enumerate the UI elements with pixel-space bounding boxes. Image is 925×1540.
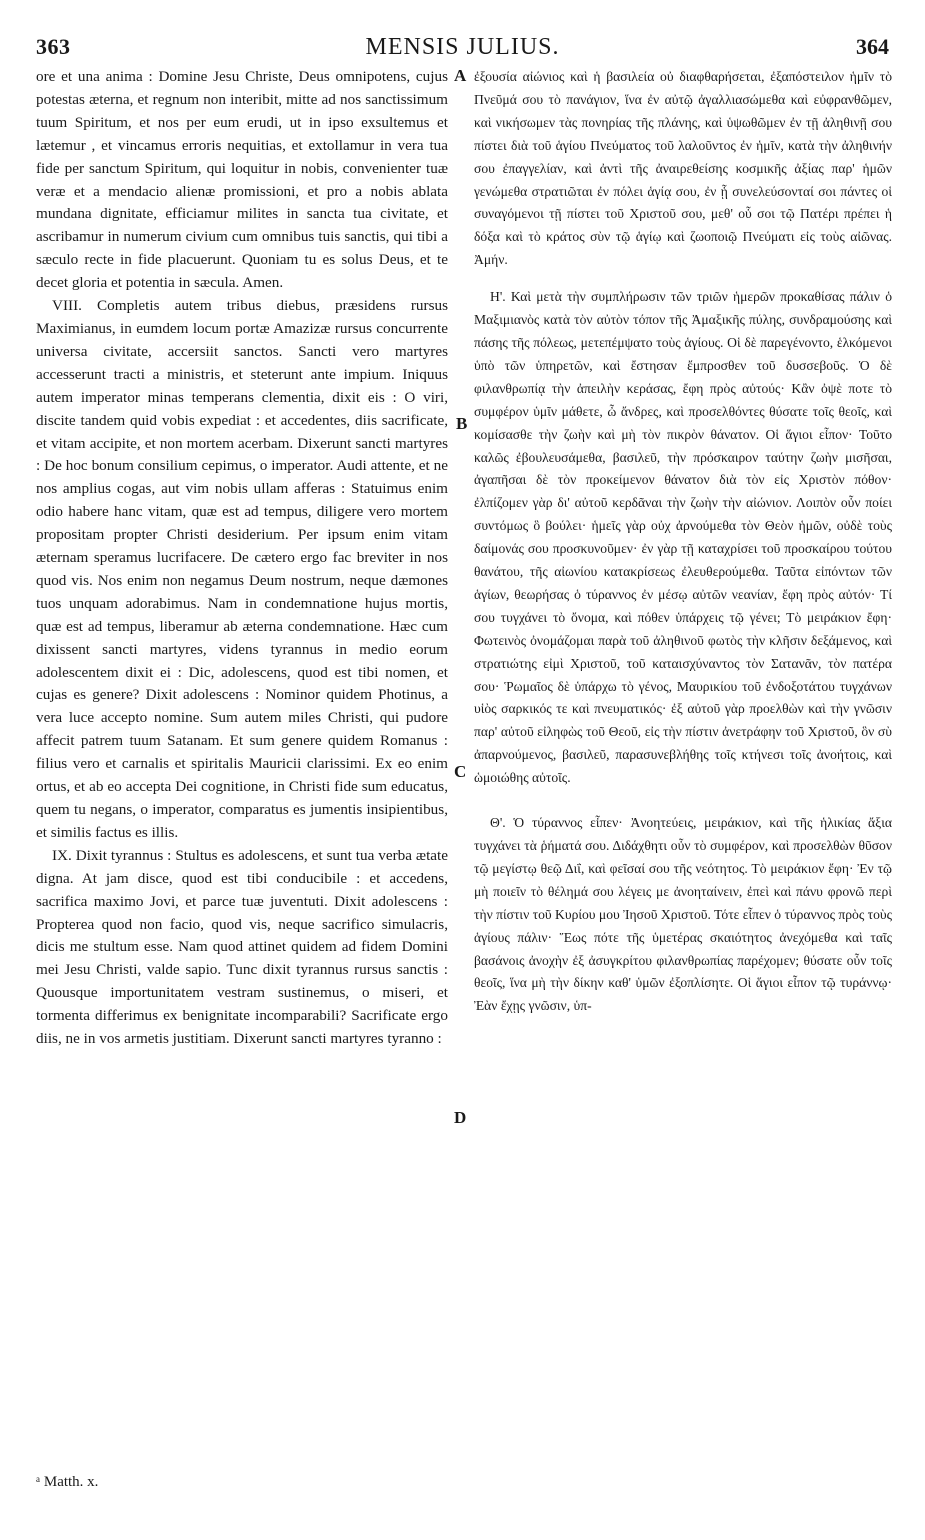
left-page-number: 363 (36, 34, 71, 59)
latin-paragraph-2: VIII. Completis autem tribus diebus, præsidens rursus Maximianus, in eumdem locum portæ Amazizæ rursus concurrente universa civitate, accersiit sanctos. Sancti vero martyres accesserunt tracti a ministris, et steterunt ante impium. Iniquus autem imperator minas temperans clementia, dixit eis : O viri, discite tandem quid vobis expediat : et accedentes, diis sacrificate, et vitam accipite, et non mortem acerbam. Dixerunt sancti martyres : De hoc bonum consilium cepimus, o imperator. Audi attente, et ne nos amplius cogas, aut vim nobis ullam afferas : Statuimus enim odio habere hanc vitam, quæ est ad tempus, diligere vero mortem propositam propter Christi desiderium. Per ipsum enim vitam æternam speramus lucrifacere. De cætero ergo fac breviter in nos quod vis. Nos enim non negamus Deum nostrum, neque dæmones tuos unquam adorabimus. Nam in condemnatione hujus mortis, quæ est ad tempus, liberamur ab æterna condemnatione. Hæc cum dixissent sancti martyres, videns tyrannus in medio eorum adolescentem dixit ei : Dic, adolescens, quod est tibi nomen, et cujas es genere? Dixit adolescens : Nominor quidem Photinus, a vera luce accepto nomine. Sum autem miles Christi, qui pudore affecit patrem tuum Satanam. Et sum genere quidem Romanus : filius vero et carnalis et spiritalis Mauricii clarissimi. Ex eo enim ortus, et ab eo accepta Dei cognitione, in Christi fide sum educatus, quem tu negans, o imperator, comparatus es jumentis insipientibus, et similis factus es illis. (36, 297, 448, 841)
running-title: MENSIS JULIUS. (365, 34, 560, 60)
margin-marker-b: B (456, 414, 468, 433)
footnote: ᵃ Matth. x. (36, 1474, 99, 1490)
margin-marker-d: D (454, 1108, 467, 1127)
greek-column (474, 66, 892, 1018)
greek-paragraph-3: Θ'. Ὁ τύραννος εἶπεν· Ἀνοητεύεις, μειράκιον, καὶ τῆς ἡλικίας ἄξια τυγχάνει τὰ ῥήματά σου. Διδάχθητι οὖν τὸ συμφέρον, καὶ προσελθὼν θῦσον τῷ μεγίστῳ θεῷ Διΐ, καὶ φεῖσαί σου τῆς νεότητος. Τὸ μειράκιον ἔφη· Ἐν τῷ μὴ ποιεῖν τὸ θέλημά σου λέγεις με ἀνοηταίνειν, ἐπεὶ καὶ πάνυ φρονῶ περὶ τὴν πίστιν τοῦ Κυρίου μου Ἰησοῦ Χριστοῦ. Τότε εἶπεν ὁ τύραννος πρὸς τοὺς ἁγίους πάλιν· Ἕως πότε τῆς ὑμετέρας σκαιότητος ἀνεχόμεθα καὶ ταῖς βασάνοις ἀνοχὴν ἐξ ἀσυγκρίτου φιλανθρωπίας παρέχομεν; θύσατε οὖν τοῖς θεοῖς, ἵνα μὴ τὴν δίκην καθ' ὑμῶν ἐξοπλίσητε. Οἱ ἅγιοι εἶπον τῷ τυράννῳ· Ἐὰν ἔχῃς γνῶσιν, ὑπ- (474, 815, 893, 1014)
margin-marker-a: A (454, 66, 467, 85)
latin-column (36, 66, 448, 1051)
margin-marker-c: C (454, 762, 467, 781)
greek-paragraph-1: ἐξουσία αἰώνιος καὶ ἡ βασιλεία οὐ διαφθαρήσεται, ἐξαπόστειλον ἡμῖν τὸ Πνεῦμά σου τὸ πανάγιον, ἵνα ἐν αὐτῷ ἀγαλλιασώμεθα καὶ εὐφρανθῶμεν, καὶ νικήσωμεν τὰς πονηρίας τῆς πλάνης, καὶ ὑψωθῶμεν ἐν τῇ ἀληθινῇ σου πίστει διὰ τοῦ ἁγίου Πνεύματος τοῦ λαλοῦντος ἐν ἡμῖν, κατὰ τὴν ἀληθινήν σου ἐπαγγελίαν, καὶ ἀντὶ τῆς ἀναιρεθείσης κοσμικῆς ἀξίας παρ' ἡμῶν γενώμεθα στρατιῶται ἐν πόλει ἁγίᾳ σου, ἐν ᾗ συνελεύσονταί σοι πάντες οἱ συναγόμενοι τῇ πίστει τοῦ Χριστοῦ σου, μεθ' οὗ σοι τῷ Πατέρι πρέπει ἡ δόξα καὶ τὸ κράτος σὺν τῷ ἁγίῳ καὶ ζωοποιῷ Πνεύματι εἰς τοὺς αἰῶνας. Ἀμήν. (474, 69, 892, 268)
right-page-number: 364 (856, 34, 889, 59)
latin-paragraph-3: IX. Dixit tyrannus : Stultus es adolescens, et sunt tua verba ætate digna. At jam disce, quod est tibi conducibile : et accedens, sacrifica maximo Jovi, et parce tuæ juventuti. Dixit adolescens : Propterea quod non facio, quod vis, neque sacrifico simulacris, dicis me stultum esse. Nam quod attinet quidem ad fidem Domini mei Jesu Christi, valde sapio. Tunc dixit tyrannus rursus sanctis : Quousque importunitatem vestram sustinemus, o miseri, et tormenta differimus ex benignitate incomparabili? Sacrificate ergo diis, ne in vos armetis justitiam. Dixerunt sancti martyres tyranno : (36, 846, 448, 1048)
latin-paragraph-1: ore et una anima : Domine Jesu Christe, Deus omnipotens, cujus potestas æterna, et regnum non interibit, mitte ad nos sanctissimum tuum Spiritum, et nos per eum erudi, ut in ipso exsultemus et lætemur , et vincamus erroris nequitias, et extollamur in vera tua fide per sanctum Spiritum, qui loquitur in nobis, convenienter tuæ veræ et a mendacio alienæ promissioni, et pro a nobis ablata mundana dignitate, efficiamur milites in sancta tua civitate, et ascribamur in numerum civium cum omnibus tuis sanctis, qui tibi a sæculo recte in fide placuerunt. Quoniam tu es solus Deus, et te decet gloria et potentia in sæcula. Amen. (36, 68, 448, 292)
greek-paragraph-2: Η'. Καὶ μετὰ τὴν συμπλήρωσιν τῶν τριῶν ἡμερῶν προκαθίσας πάλιν ὁ Μαξιμιανὸς κατὰ τὸν αὐτὸν τόπον τῆς Ἀμαξικῆς πύλης, συνδραμούσης καὶ πάσης τῆς πόλεως, μετεπέμψατο τοὺς ἁγίους. Οἱ δὲ παρεγένοντο, ἑλκόμενοι ὑπὸ τῶν ὑπηρετῶν, καὶ ἔστησαν ἔμπροσθεν τοῦ δυσσεβοῦς. Ὁ δὲ φιλανθρωπίᾳ τὴν ἀπειλὴν κεράσας, ἔφη πρὸς αὐτούς· Κἂν ὀψὲ ποτε τὸ συμφέρον ὑμῖν μάθετε, ὦ ἄνδρες, καὶ προσελθόντες θύσατε τοῖς θεοῖς, καὶ κομίσασθε τὴν ζωὴν καὶ μὴ τὸν πικρὸν θάνατον. Οἱ ἅγιοι εἶπον· Τοῦτο καλῶς ἐβουλευσάμεθα, βασιλεῦ, τὴν πρόσκαιρον ταύτην ζωὴν μισῆσαι, ἀγαπῆσαι δὲ τὸν προκείμενον θάνατον διὰ τὸν εἰς Χριστὸν πόθον· ἐλπίζομεν γὰρ δι' αὐτοῦ κερδᾶναι τὴν ζωὴν τὴν αἰώνιον. Λοιπὸν οὖν ποίει συντόμως ὃ βούλει· ἡμεῖς γὰρ οὐχ ἀρνούμεθα τὸν Θεὸν ἡμῶν, οὐδὲ τοὺς δαίμονάς σου προσκυνοῦμεν· ἐν γὰρ τῇ καταχρίσει τοῦ προσκαίρου τούτου θανάτου, τῆς αἰωνίου κατακρίσεως ἐλευθερούμεθα. Ταῦτα εἰπόντων τῶν ἁγίων, θεωρήσας ὁ τύραννος ἐν μέσῳ αὐτῶν νεανίαν, ἔφη πρὸς αὐτόν· Τί σου τυγχάνει τὸ ὄνομα, καὶ πόθεν ὑπάρχεις τῷ γένει; Τὸ μειράκιον ἔφη· Φωτεινὸς ὀνομάζομαι παρὰ τοῦ ἀληθινοῦ φωτὸς τὴν κλῆσιν δεξάμενος, καὶ στρατιώτης εἰμὶ Χριστοῦ, τοῦ καταισχύναντος τὸν Σατανᾶν, τὸν πατέρα σου· Ῥωμαῖος δὲ ὑπάρχω τὸ γένος, Μαυρικίου τοῦ ἐνδοξοτάτου τυγχάνων υἱὸς σαρκικός τε καὶ πνευματικός· ἐξ αὐτοῦ γὰρ προελθὼν καὶ τὴν γνῶσιν παρ' αὐτοῦ εἰληφὼς τοῦ Θεοῦ, εἰς τὴν πίστιν ἀνετράφην τοῦ Χριστοῦ, ὃν σὺ ἀπαρνούμενος, βασιλεῦ, παρασυνεβλήθης τοῖς κτήνεσι τοῖς ἀνοήτοις, καὶ ὡμοιώθης αὐτοῖς. (474, 289, 892, 786)
page-header (0, 0, 925, 70)
